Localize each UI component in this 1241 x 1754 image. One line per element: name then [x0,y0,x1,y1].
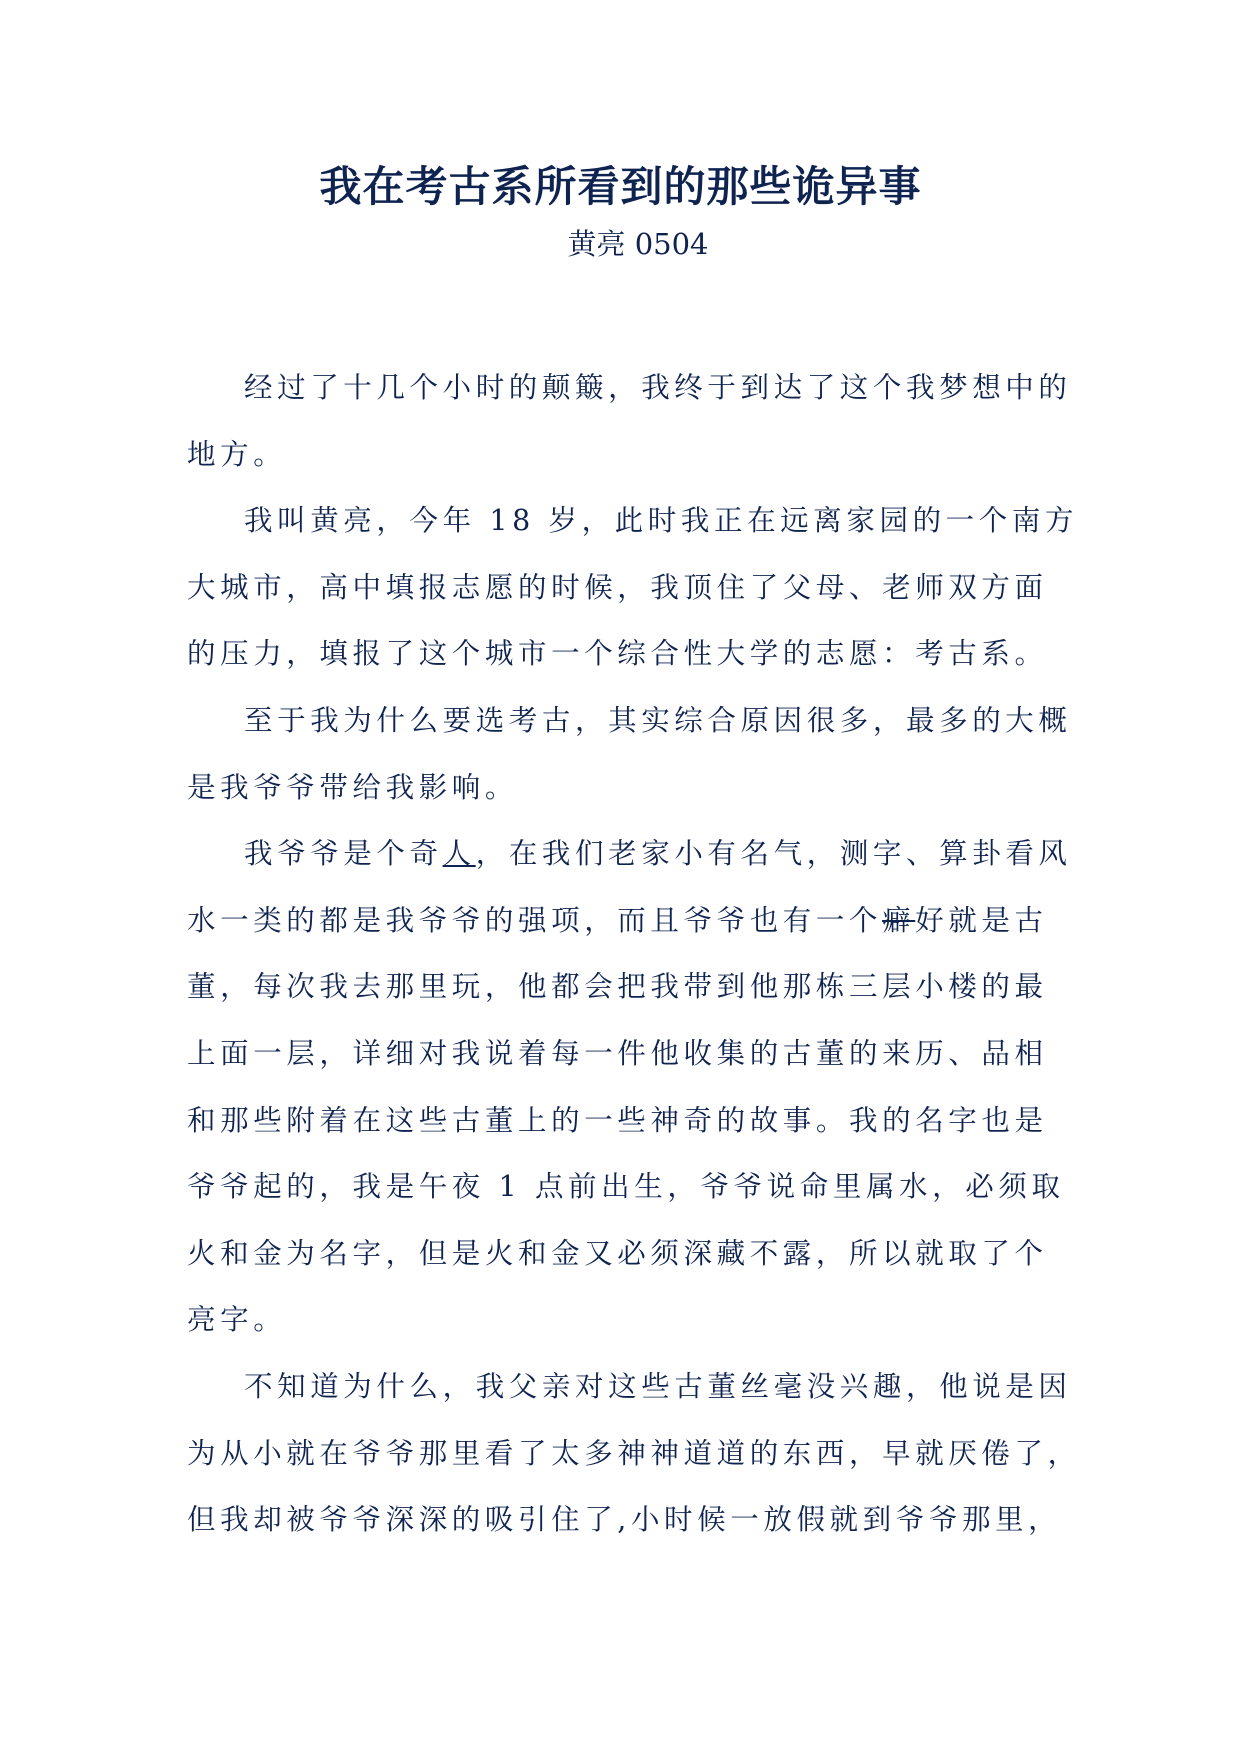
text-line: 是我爷爷带给我影响。 [187,770,519,804]
text-line [187,888,1087,955]
text-line: 董，每次我去那里玩，他都会把我带到他那栋三层小楼的最 [187,970,1048,1004]
text-line: 地方。 [187,437,287,471]
text-segment: 水一类的都是我爷爷的强项，而且爷爷也有一个 [187,903,883,937]
paragraph-5 [187,1354,1087,1554]
struck-char: 癖 [882,903,916,937]
paragraph-3 [187,688,1087,821]
text-line: 和那些附着在这些古董上的一些神奇的故事。我的名字也是 [187,1103,1048,1137]
text-segment: 我爷爷是个奇 [244,837,443,871]
document-body [187,355,1087,1554]
text-line: 经过了十几个小时的颠簸，我终于到达了这个我梦想中的 [244,371,1072,404]
text-line: 不知道为什么，我父亲对这些古董丝毫没兴趣，他说是因 [244,1369,1072,1403]
text-line [187,821,1087,888]
text-line: 爷爷起的，我是午夜 1 点前出生，爷爷说命里属水，必须取 [187,1170,1065,1204]
text-line: 大城市，高中填报志愿的时候，我顶住了父母、老师双方面 [187,570,1048,604]
paragraph-2 [187,488,1087,688]
text-line: 上面一层，详细对我说着每一件他收集的古董的来历、品相 [187,1036,1048,1070]
text-line: 火和金为名字，但是火和金又必须深藏不露，所以就取了个 [187,1236,1048,1270]
document-title: 我在考古系所看到的那些诡异事 [319,162,922,211]
underlined-char: 人 [442,837,476,871]
text-line: 为从小就在爷爷那里看了太多神神道道的东西，早就厌倦了， [187,1436,1081,1470]
text-line: 的压力，填报了这个城市一个综合性大学的志愿：考古系。 [187,637,1048,671]
text-line: 我叫黄亮，今年 18 岁，此时我正在远离家园的一个南方 [244,504,1079,538]
paragraph-4 [187,821,1087,1354]
document-author: 黄亮 0504 [567,227,709,261]
text-segment: ，在我们老家小有名气，测字、算卦看风 [475,837,1072,871]
text-line: 至于我为什么要选考古，其实综合原因很多，最多的大概 [244,703,1072,737]
text-line: 但我却被爷爷深深的吸引住了,小时候一放假就到爷爷那里， [187,1503,1062,1537]
paragraph-1 [187,355,1087,488]
text-line: 亮字。 [187,1303,287,1337]
text-segment: 好就是古 [915,903,1048,937]
